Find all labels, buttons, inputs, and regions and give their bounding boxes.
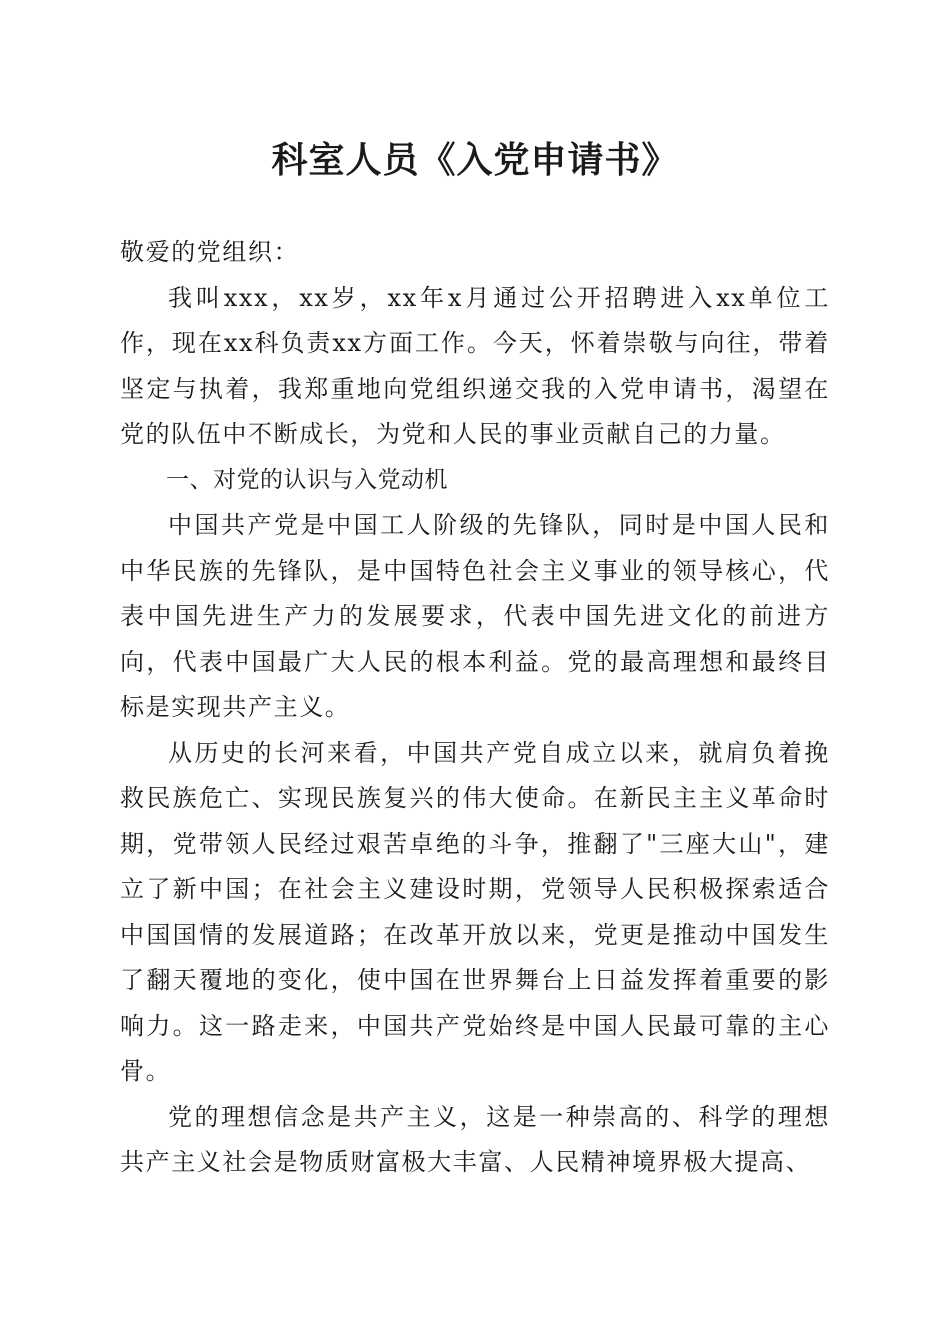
intro-paragraph: 我叫xxx，xx岁，xx年x月通过公开招聘进入xx单位工作，现在xx科负责xx方面工作。今天，怀着崇敬与向往，带着坚定与执着，我郑重地向党组织递交我的入党申请书，渴望在党的队伍中不断成长，为党和人民的事业贡献自己的力量。 [120, 283, 830, 448]
section-paragraph: 中国共产党是中国工人阶级的先锋队，同时是中国人民和中华民族的先锋队，是中国特色社会主义事业的领导核心，代表中国先进生产力的发展要求，代表中国先进文化的前进方向，代表中国最广大人民的根本利益。党的最高理想和最终目标是实现共产主义。 [120, 511, 830, 721]
document-title: 科室人员《入党申请书》 [271, 139, 679, 181]
section-heading: 一、对党的认识与入党动机 [166, 466, 448, 493]
document-body [120, 230, 830, 1186]
section-paragraph: 从历史的长河来看，中国共产党自成立以来，就肩负着挽救民族危亡、实现民族复兴的伟大使命。在新民主主义革命时期，党带领人民经过艰苦卓绝的斗争，推翻了"三座大山"，建立了新中国；在社会主义建设时期，党领导人民积极探索适合中国国情的发展道路；在改革开放以来，党更是推动中国发生了翻天覆地的变化，使中国在世界舞台上日益发挥着重要的影响力。这一路走来，中国共产党始终是中国人民最可靠的主心骨。 [120, 738, 830, 1085]
section-paragraph: 党的理想信念是共产主义，这是一种崇高的、科学的理想共产主义社会是物质财富极大丰富、人民精神境界极大提高、 [120, 1102, 830, 1176]
salutation: 敬爱的党组织： [120, 238, 300, 266]
